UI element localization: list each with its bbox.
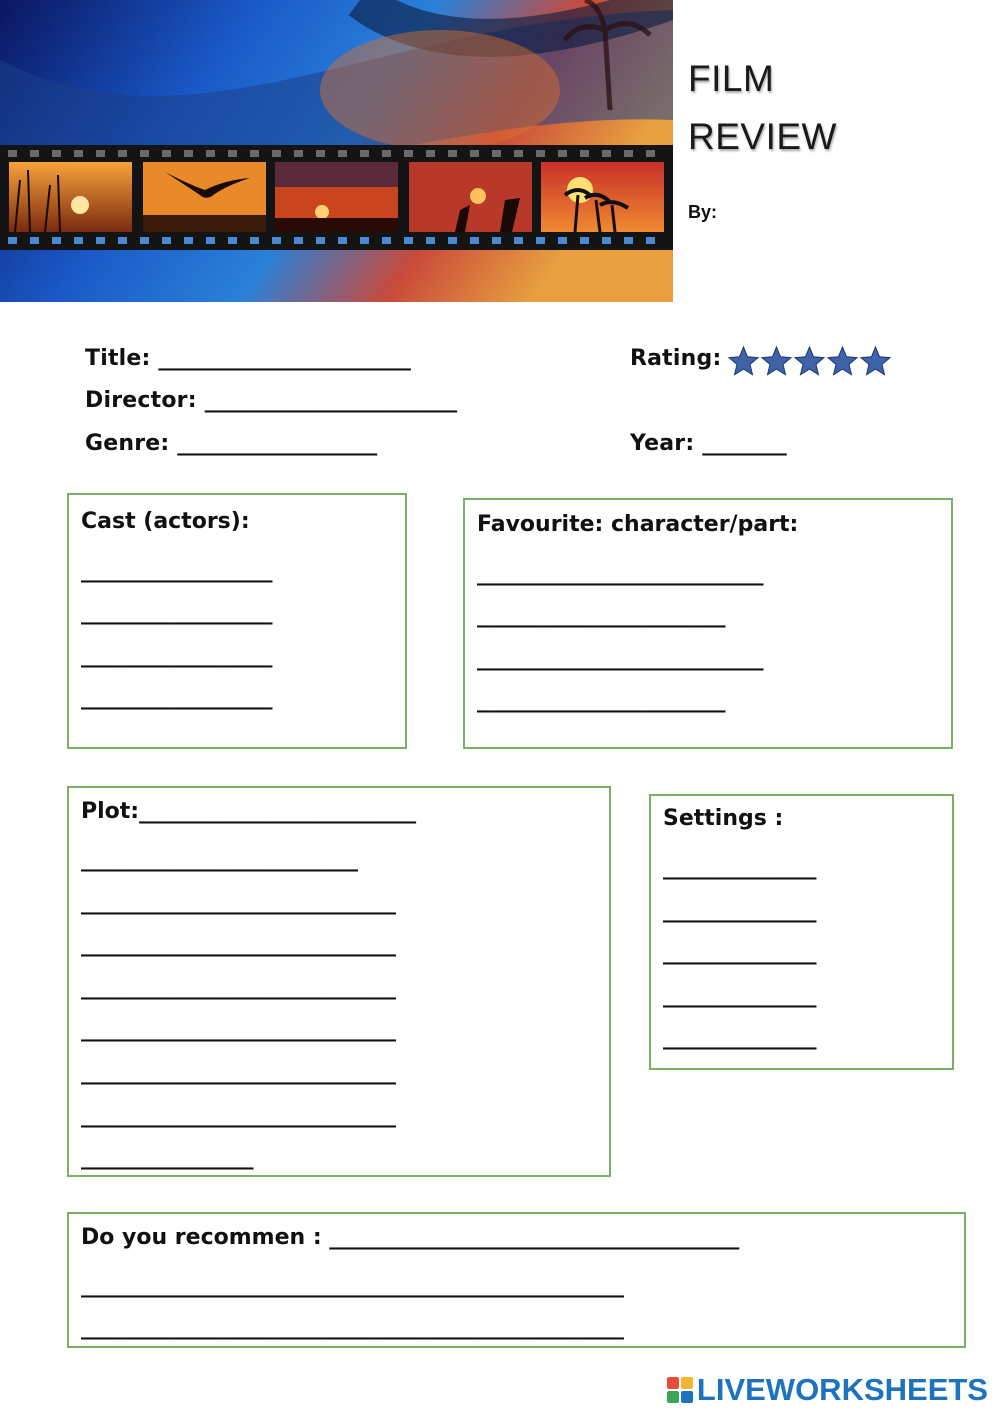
page-title-line-1: FILM (688, 58, 775, 99)
title-blank[interactable]: ________________________ (158, 346, 411, 371)
rating-stars[interactable] (727, 345, 892, 378)
page-title-line-2: REVIEW (688, 116, 837, 157)
genre-label: Genre: (85, 431, 170, 456)
plot-first-blank[interactable]: _____________________________ (139, 799, 415, 824)
settings-line[interactable]: ________________ (663, 898, 815, 923)
genre-field[interactable] (85, 431, 377, 456)
recommend-line[interactable]: _________________________________________________________ (81, 1273, 623, 1298)
director-blank[interactable]: ________________________ (204, 388, 457, 413)
settings-label: Settings : (663, 806, 784, 831)
recommend-field[interactable] (81, 1225, 738, 1250)
author-label: By: (688, 202, 718, 222)
plot-line[interactable]: _________________________________ (81, 932, 395, 957)
director-field[interactable] (85, 388, 457, 413)
cast-line[interactable]: ____________________ (81, 558, 271, 583)
director-label: Director: (85, 388, 197, 413)
plot-field[interactable] (81, 799, 415, 824)
settings-line[interactable]: ________________ (663, 983, 815, 1008)
recommend-label: Do you recommen : (81, 1225, 322, 1250)
recommend-first-blank[interactable]: ___________________________________________ (329, 1225, 738, 1250)
settings-line[interactable]: ________________ (663, 1025, 815, 1050)
favourite-line[interactable]: ______________________________ (477, 646, 762, 671)
favourite-label: Favourite: character/part: (477, 512, 799, 537)
genre-blank[interactable]: ___________________ (177, 431, 377, 456)
year-field[interactable] (630, 431, 786, 456)
star-icon[interactable] (760, 345, 793, 378)
favourite-line[interactable]: ______________________________ (477, 561, 762, 586)
plot-label: Plot: (81, 799, 140, 824)
favourite-line[interactable]: __________________________ (477, 603, 724, 628)
plot-line[interactable]: _________________________________ (81, 975, 395, 1000)
star-icon[interactable] (727, 345, 760, 378)
cast-label: Cast (actors): (81, 509, 250, 534)
rating-label: Rating: (630, 346, 722, 371)
cast-line[interactable]: ____________________ (81, 600, 271, 625)
settings-line[interactable]: ________________ (663, 855, 815, 880)
star-icon[interactable] (793, 345, 826, 378)
year-blank[interactable]: ________ (702, 431, 787, 456)
star-icon[interactable] (826, 345, 859, 378)
plot-line[interactable]: _________________________________ (81, 1103, 395, 1128)
year-label: Year: (630, 431, 695, 456)
plot-line[interactable]: _________________________________ (81, 890, 395, 915)
plot-line[interactable]: _____________________________ (81, 847, 357, 872)
liveworksheets-brand: LIVEWORKSHEETS (696, 1372, 988, 1407)
cast-line[interactable]: ____________________ (81, 643, 271, 668)
plot-line[interactable]: _________________________________ (81, 1060, 395, 1085)
film-strip-banner-image (0, 0, 673, 302)
star-icon[interactable] (859, 345, 892, 378)
liveworksheets-logo (667, 1372, 988, 1408)
favourite-line[interactable]: __________________________ (477, 688, 724, 713)
plot-line[interactable]: _________________________________ (81, 1017, 395, 1042)
settings-line[interactable]: ________________ (663, 940, 815, 965)
recommend-line[interactable]: _________________________________________________________ (81, 1315, 623, 1340)
liveworksheets-logo-icon (667, 1377, 693, 1403)
title-field[interactable] (85, 346, 410, 371)
title-label: Title: (85, 346, 151, 371)
cast-line[interactable]: ____________________ (81, 685, 271, 710)
plot-line[interactable]: __________________ (81, 1145, 252, 1170)
